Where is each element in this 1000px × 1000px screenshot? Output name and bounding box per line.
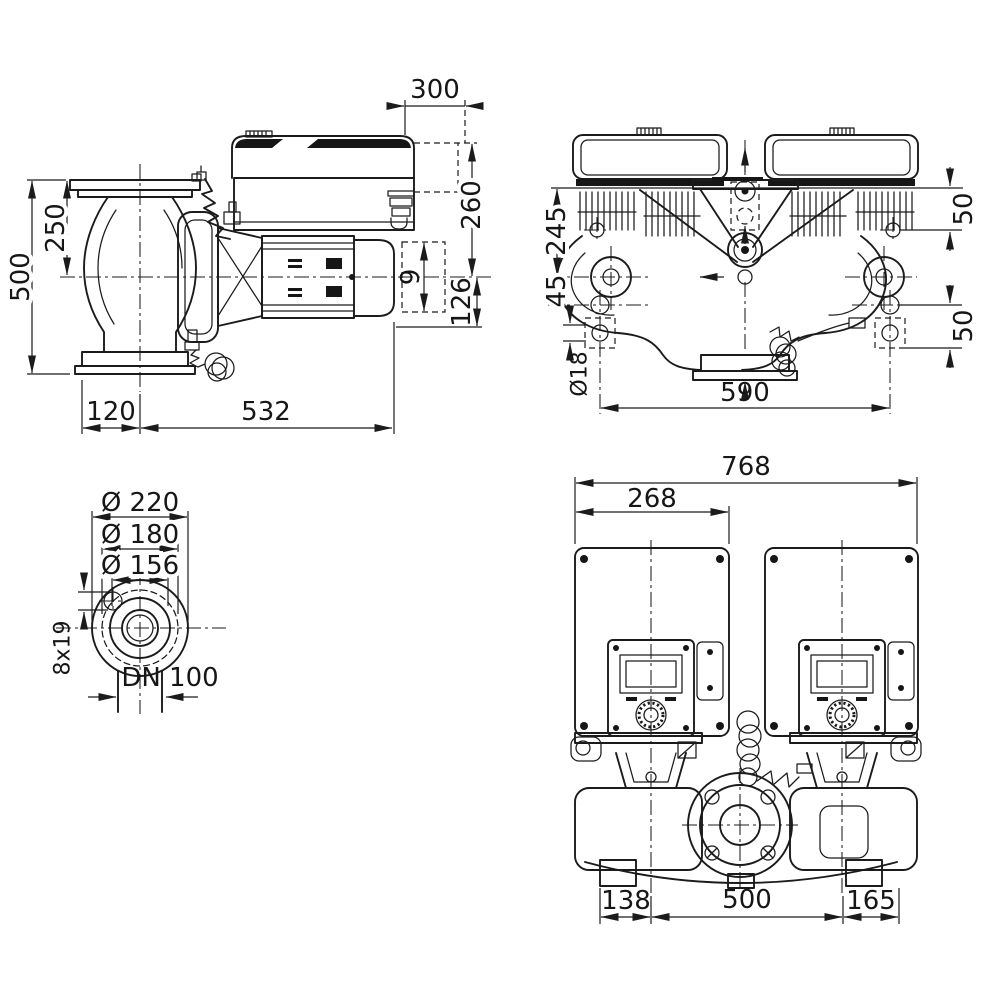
top-view-dimensions xyxy=(575,452,917,924)
top-view xyxy=(571,452,921,924)
front-view-object xyxy=(548,128,963,400)
dim-top-165: 165 xyxy=(846,886,896,916)
dim-front-45: 45 xyxy=(542,274,572,308)
dim-front-50-top: 50 xyxy=(949,192,979,226)
side-view-dimensions xyxy=(6,75,487,434)
front-view-dimensions xyxy=(542,167,979,414)
top-view-object xyxy=(571,540,921,893)
dim-top-768: 768 xyxy=(721,452,771,482)
dim-side-260: 260 xyxy=(457,180,487,230)
dim-side-500: 500 xyxy=(6,252,36,302)
dim-side-532: 532 xyxy=(241,397,291,427)
dim-side-120: 120 xyxy=(86,397,136,427)
side-view-object xyxy=(60,100,492,392)
dim-flange-raised-face: Ø 156 xyxy=(100,551,180,581)
dim-top-268: 268 xyxy=(627,484,677,514)
dim-front-590: 590 xyxy=(720,378,770,408)
front-view xyxy=(542,128,979,414)
dim-flange-outer: Ø 220 xyxy=(100,488,180,518)
dim-side-126: 126 xyxy=(447,277,477,327)
dim-flange-holes: 8x19 xyxy=(50,620,76,676)
dim-front-bolt-hole: Ø18 xyxy=(567,351,593,397)
flange-view xyxy=(51,488,227,714)
flange-view-dimensions xyxy=(51,488,219,697)
dim-front-245: 245 xyxy=(542,206,572,256)
dim-top-500: 500 xyxy=(722,885,772,915)
dim-flange-bolt-circle: Ø 180 xyxy=(100,520,180,550)
side-view xyxy=(6,75,492,434)
dim-side-250: 250 xyxy=(41,203,71,253)
dim-front-50-bottom: 50 xyxy=(949,309,979,343)
dim-side-9: 9 xyxy=(396,268,426,286)
dim-flange-nominal: DN 100 xyxy=(121,663,219,693)
dim-side-300: 300 xyxy=(410,75,460,105)
dim-top-138: 138 xyxy=(601,886,651,916)
